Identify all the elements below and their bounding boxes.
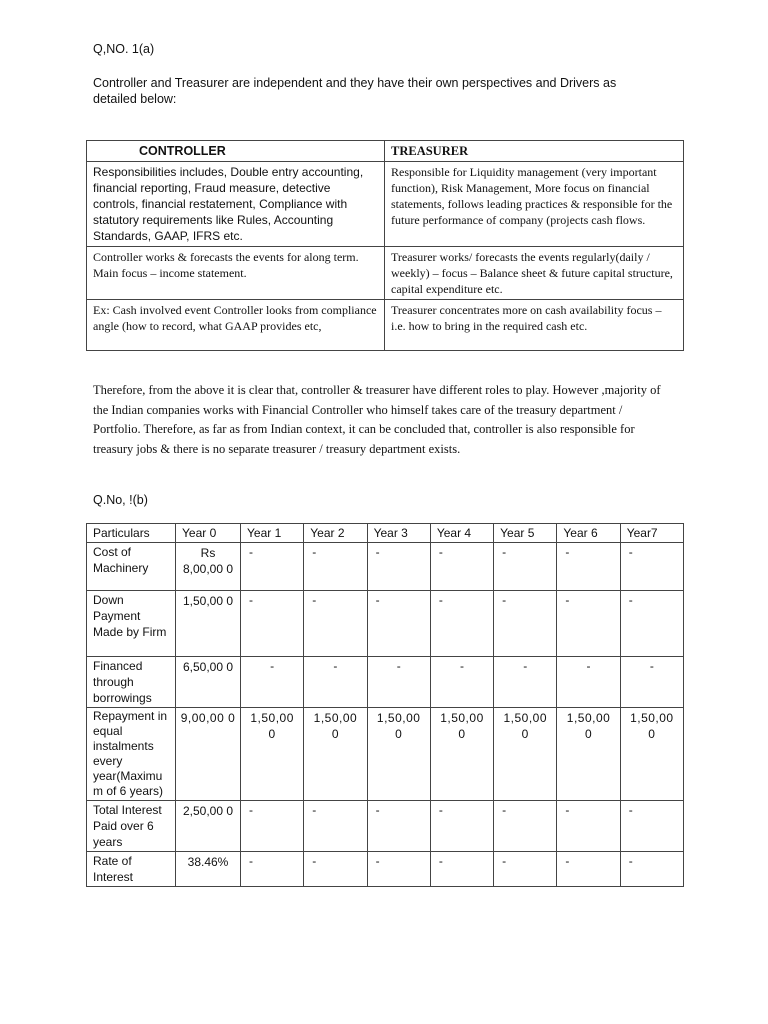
year-value: - <box>430 852 493 887</box>
year-value: 1,50,00 0 <box>430 708 493 801</box>
year-value: - <box>241 852 304 887</box>
year-value: - <box>304 591 367 657</box>
table-row <box>87 801 684 852</box>
year-header: Year 3 <box>367 524 430 543</box>
year-value: - <box>367 591 430 657</box>
year-value: - <box>620 801 683 852</box>
year-value: - <box>430 591 493 657</box>
year-value: - <box>367 543 430 591</box>
question-1a-heading: Q,NO. 1(a) <box>93 42 155 56</box>
treasurer-cell: Responsible for Liquidity management (very important function), Risk Management, More focus on financial statements, follows leading practices & responsible for the future performance of company (projects cash flows. <box>385 162 684 247</box>
year-value: - <box>494 852 557 887</box>
year-value: - <box>241 543 304 591</box>
year-value: - <box>241 657 304 708</box>
year-header: Year 0 <box>176 524 241 543</box>
row-label: Down Payment Made by Firm <box>87 591 176 657</box>
row-label: Repayment in equal instalments every year(Maximu m of 6 years) <box>87 708 176 801</box>
year-value: - <box>241 591 304 657</box>
year-value: - <box>620 591 683 657</box>
row-label: Cost of Machinery <box>87 543 176 591</box>
year-value: - <box>557 591 620 657</box>
table-row <box>87 657 684 708</box>
table-header-row <box>87 141 684 162</box>
year-value: - <box>367 801 430 852</box>
year0-value: Rs 8,00,00 0 <box>176 543 241 591</box>
table-row <box>87 162 684 247</box>
year-value: 1,50,00 0 <box>241 708 304 801</box>
year0-value: 1,50,00 0 <box>176 591 241 657</box>
controller-header: CONTROLLER <box>87 141 385 162</box>
year-value: - <box>430 801 493 852</box>
year-value: - <box>557 657 620 708</box>
year-value: - <box>304 801 367 852</box>
table-row <box>87 708 684 801</box>
year-value: - <box>430 657 493 708</box>
year-value: - <box>494 657 557 708</box>
question-1b-heading: Q.No, !(b) <box>93 493 148 507</box>
year0-value: 9,00,00 0 <box>176 708 241 801</box>
treasurer-header: TREASURER <box>385 141 684 162</box>
year-value: - <box>620 657 683 708</box>
year-value: - <box>557 801 620 852</box>
year-value: 1,50,00 0 <box>304 708 367 801</box>
controller-cell: Controller works & forecasts the events for along term. Main focus – income statement. <box>87 247 385 300</box>
year-header: Year 4 <box>430 524 493 543</box>
financing-table <box>86 523 684 887</box>
row-label: Total Interest Paid over 6 years <box>87 801 176 852</box>
year-header: Year 5 <box>494 524 557 543</box>
conclusion-paragraph: Therefore, from the above it is clear that, controller & treasurer have different roles to play. However ,majority of the Indian companies works with Financial Controller who himself takes care of the treasury department / Portfolio. Therefore, as far as from Indian context, it can be concluded that, controller is also responsible for treasury jobs & there is no separate treasurer / treasury department exists. <box>93 383 661 456</box>
year-value: - <box>304 657 367 708</box>
year-value: - <box>241 801 304 852</box>
treasurer-cell: Treasurer works/ forecasts the events regularly(daily / weekly) – focus – Balance sheet & future capital structure, capital expenditure etc. <box>385 247 684 300</box>
year-header: Year 6 <box>557 524 620 543</box>
year-header: Year 1 <box>241 524 304 543</box>
year-header: Year7 <box>620 524 683 543</box>
year-value: - <box>494 801 557 852</box>
table-row <box>87 852 684 887</box>
table-row <box>87 591 684 657</box>
year0-value: 2,50,00 0 <box>176 801 241 852</box>
row-label: Financed through borrowings <box>87 657 176 708</box>
particulars-header: Particulars <box>87 524 176 543</box>
year-value: - <box>494 543 557 591</box>
controller-cell: Responsibilities includes, Double entry accounting, financial reporting, Fraud measure, detective controls, financial restatement, Compliance with statutory requirements like Rules, Accounting Standards, GAAP, IFRS etc. <box>87 162 385 247</box>
year-value: - <box>367 657 430 708</box>
controller-cell: Ex: Cash involved event Controller looks from compliance angle (how to record, what GAAP provides etc, <box>87 300 385 351</box>
year0-value: 6,50,00 0 <box>176 657 241 708</box>
year-value: 1,50,00 0 <box>557 708 620 801</box>
year-value: 1,50,00 0 <box>620 708 683 801</box>
year-value: - <box>367 852 430 887</box>
controller-treasurer-table <box>86 140 684 351</box>
year-header: Year 2 <box>304 524 367 543</box>
year-value: - <box>494 591 557 657</box>
year0-value: 38.46% <box>176 852 241 887</box>
treasurer-cell: Treasurer concentrates more on cash availability focus – i.e. how to bring in the required cash etc. <box>385 300 684 351</box>
year-value: 1,50,00 0 <box>494 708 557 801</box>
year-value: - <box>557 543 620 591</box>
year-value: - <box>620 852 683 887</box>
intro-paragraph: Controller and Treasurer are independent and they have their own perspectives and Drivers as detailed below: <box>93 76 617 106</box>
year-value: - <box>304 852 367 887</box>
year-value: - <box>430 543 493 591</box>
table-header-row <box>87 524 684 543</box>
year-value: - <box>304 543 367 591</box>
year-value: - <box>557 852 620 887</box>
year-value: 1,50,00 0 <box>367 708 430 801</box>
year-value: - <box>620 543 683 591</box>
table-row <box>87 247 684 300</box>
row-label: Rate of Interest <box>87 852 176 887</box>
table-row <box>87 543 684 591</box>
table-row <box>87 300 684 351</box>
